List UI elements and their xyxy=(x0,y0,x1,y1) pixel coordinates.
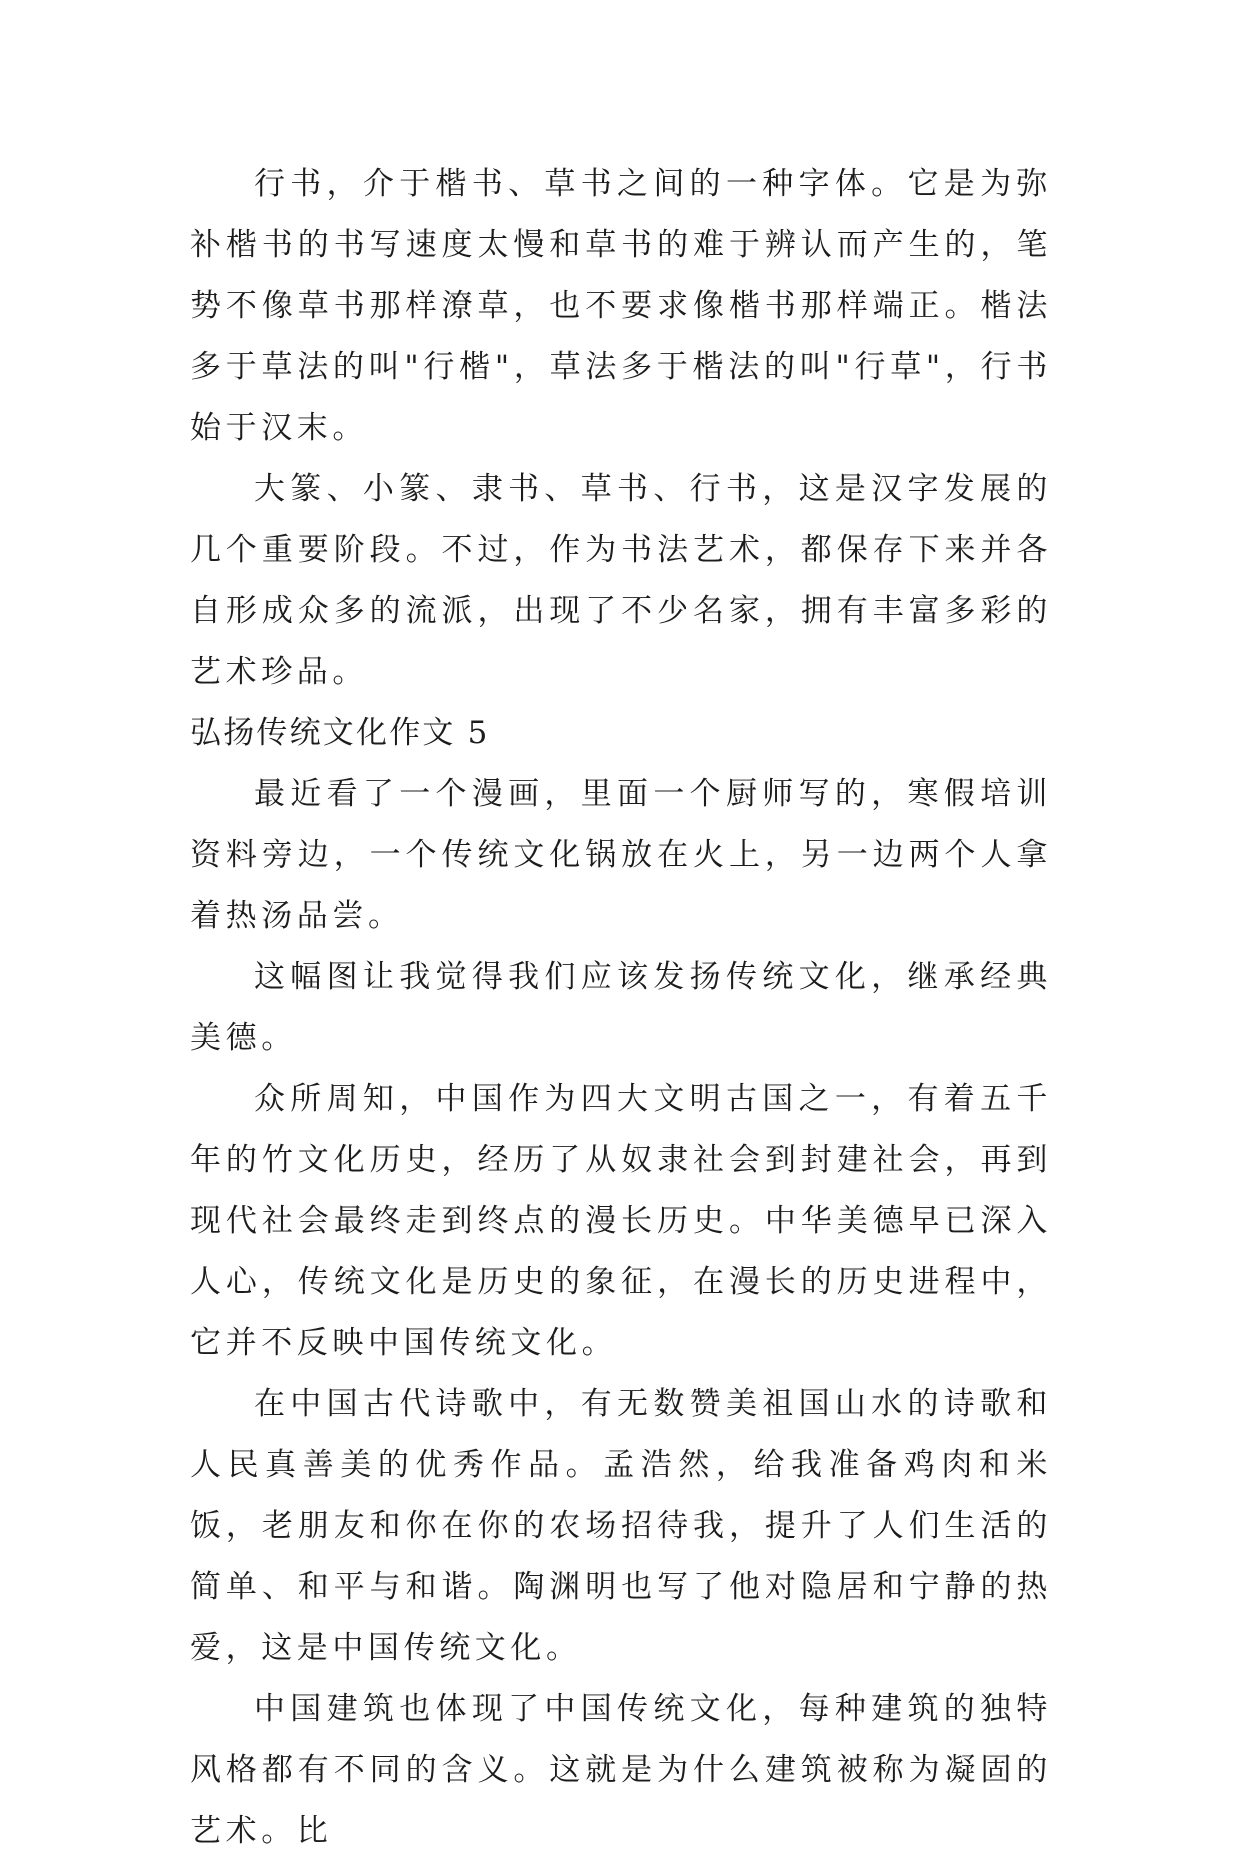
document-body xyxy=(190,154,1052,1862)
paragraph-script-stages: 大篆、小篆、隶书、草书、行书，这是汉字发展的几个重要阶段。不过，作为书法艺术，都保存下来并各自形成众多的流派，出现了不少名家，拥有丰富多彩的艺术珍品。 xyxy=(190,471,1052,690)
section-heading: 弘扬传统文化作文 5 xyxy=(190,715,490,751)
paragraph-history: 众所周知，中国作为四大文明古国之一，有着五千年的竹文化历史，经历了从奴隶社会到封建社会，再到现代社会最终走到终点的漫长历史。中华美德早已深入人心，传统文化是历史的象征，在漫长的历史进程中，它并不反映中国传统文化。 xyxy=(190,1081,1052,1361)
paragraph-comic: 最近看了一个漫画，里面一个厨师写的，寒假培训资料旁边，一个传统文化锅放在火上，另一边两个人拿着热汤品尝。 xyxy=(190,776,1052,934)
paragraph-running-script: 行书，介于楷书、草书之间的一种字体。它是为弥补楷书的书写速度太慢和草书的难于辨认而产生的，笔势不像草书那样潦草，也不要求像楷书那样端正。楷法多于草法的叫"行楷"，草法多于楷法的叫"行草"，行书始于汉末。 xyxy=(190,166,1052,446)
paragraph-architecture: 中国建筑也体现了中国传统文化，每种建筑的独特风格都有不同的含义。这就是为什么建筑被称为凝固的艺术。比 xyxy=(190,1691,1052,1849)
paragraph-reflection: 这幅图让我觉得我们应该发扬传统文化，继承经典美德。 xyxy=(190,959,1052,1056)
paragraph-poetry: 在中国古代诗歌中，有无数赞美祖国山水的诗歌和人民真善美的优秀作品。孟浩然，给我准备鸡肉和米饭，老朋友和你在你的农场招待我，提升了人们生活的简单、和平与和谐。陶渊明也写了他对隐居和宁静的热爱，这是中国传统文化。 xyxy=(190,1386,1052,1666)
